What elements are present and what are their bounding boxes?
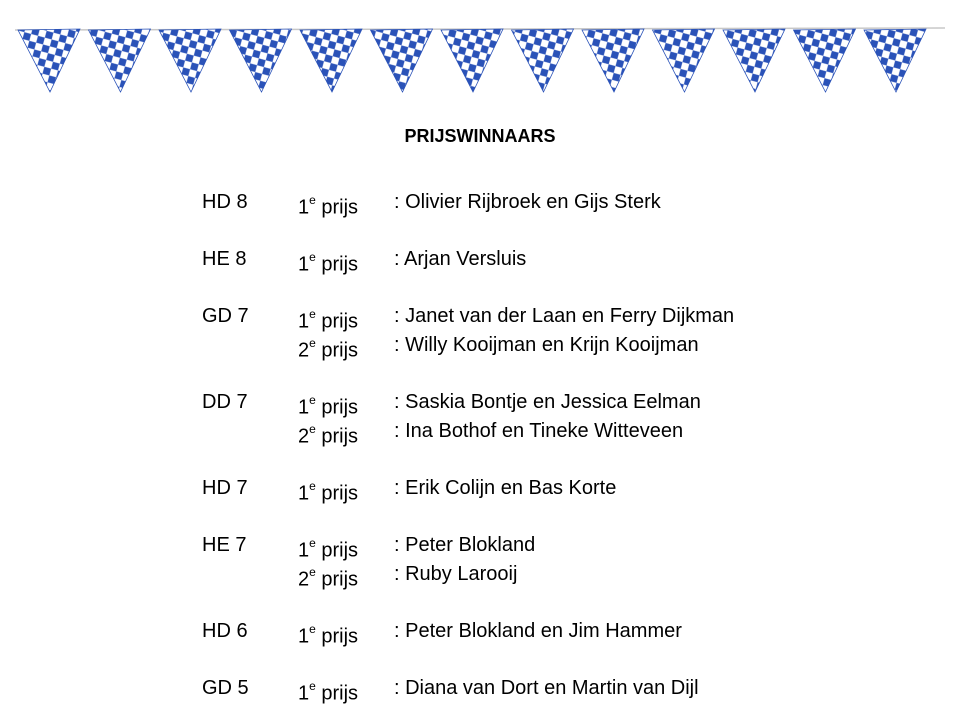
prize-word: prijs: [315, 625, 359, 648]
prize-rank: [298, 474, 358, 509]
prize-place-number: 1: [298, 196, 310, 219]
bunting-flag: [653, 29, 715, 92]
prize-word: prijs: [315, 396, 359, 419]
prize-rank: [298, 617, 358, 652]
bavarian-bunting-banner: [0, 0, 960, 100]
prize-rank: [298, 245, 358, 280]
winner-names: : Ruby Larooij: [394, 563, 518, 585]
winner-names: : Diana van Dort en Martin van Dijl: [394, 677, 699, 699]
ordinal-suffix: e: [309, 536, 316, 550]
category-label: GD 7: [202, 305, 249, 327]
ordinal-suffix: e: [309, 250, 316, 264]
ordinal-suffix: e: [309, 479, 316, 493]
winner-names: : Janet van der Laan en Ferry Dijkman: [394, 305, 735, 327]
prize-place-number: 2: [298, 568, 310, 591]
winner-names: : Saskia Bontje en Jessica Eelman: [394, 391, 701, 413]
bunting-flag: [864, 29, 926, 92]
bunting-flag: [230, 29, 292, 92]
bunting-flag: [441, 29, 503, 92]
prize-rank: [298, 560, 358, 595]
prize-word: prijs: [315, 539, 359, 562]
prize-rank: [298, 417, 358, 452]
bunting-flag: [159, 29, 221, 92]
prize-word: prijs: [315, 196, 359, 219]
prize-place-number: 1: [298, 396, 310, 419]
ordinal-suffix: e: [309, 193, 316, 207]
category-label: HE 8: [202, 248, 247, 270]
category-label: HD 7: [202, 477, 248, 499]
prize-word: prijs: [315, 310, 359, 333]
prize-place-number: 1: [298, 253, 310, 276]
bunting-flag: [723, 29, 785, 92]
prize-rank: [298, 674, 358, 709]
prize-place-number: 1: [298, 310, 310, 333]
prize-word: prijs: [315, 682, 359, 705]
bunting-flag: [300, 29, 362, 92]
ordinal-suffix: e: [309, 622, 316, 636]
winner-names: : Willy Kooijman en Krijn Kooijman: [394, 334, 699, 356]
prize-word: prijs: [315, 482, 359, 505]
prize-place-number: 1: [298, 682, 310, 705]
bunting-flag: [371, 29, 433, 92]
prize-place-number: 1: [298, 539, 310, 562]
ordinal-suffix: e: [309, 422, 316, 436]
prize-rank: [298, 331, 358, 366]
bunting-flag: [18, 29, 80, 92]
winner-names: : Peter Blokland en Jim Hammer: [394, 620, 682, 642]
bunting-flag: [794, 29, 856, 92]
category-label: HD 8: [202, 191, 248, 213]
category-label: DD 7: [202, 391, 248, 413]
prize-place-number: 1: [298, 625, 310, 648]
winner-names: : Erik Colijn en Bas Korte: [394, 477, 617, 499]
prize-word: prijs: [315, 425, 359, 448]
prize-rank: [298, 188, 358, 223]
prize-word: prijs: [315, 339, 359, 362]
ordinal-suffix: e: [309, 393, 316, 407]
category-label: GD 5: [202, 677, 249, 699]
prize-word: prijs: [315, 253, 359, 276]
bunting-flag: [512, 29, 574, 92]
bunting-flag: [582, 29, 644, 92]
ordinal-suffix: e: [309, 336, 316, 350]
prize-word: prijs: [315, 568, 359, 591]
bunting-flag: [89, 29, 151, 92]
prize-place-number: 1: [298, 482, 310, 505]
winner-names: : Arjan Versluis: [394, 248, 527, 270]
ordinal-suffix: e: [309, 565, 316, 579]
winner-names: : Ina Bothof en Tineke Witteveen: [394, 420, 684, 442]
ordinal-suffix: e: [309, 679, 316, 693]
page-title: PRIJSWINNAARS: [404, 126, 556, 146]
winner-names: : Olivier Rijbroek en Gijs Sterk: [394, 191, 661, 213]
winner-names: : Peter Blokland: [394, 534, 536, 556]
prize-place-number: 2: [298, 425, 310, 448]
category-label: HE 7: [202, 534, 247, 556]
category-label: HD 6: [202, 620, 248, 642]
prize-place-number: 2: [298, 339, 310, 362]
ordinal-suffix: e: [309, 307, 316, 321]
